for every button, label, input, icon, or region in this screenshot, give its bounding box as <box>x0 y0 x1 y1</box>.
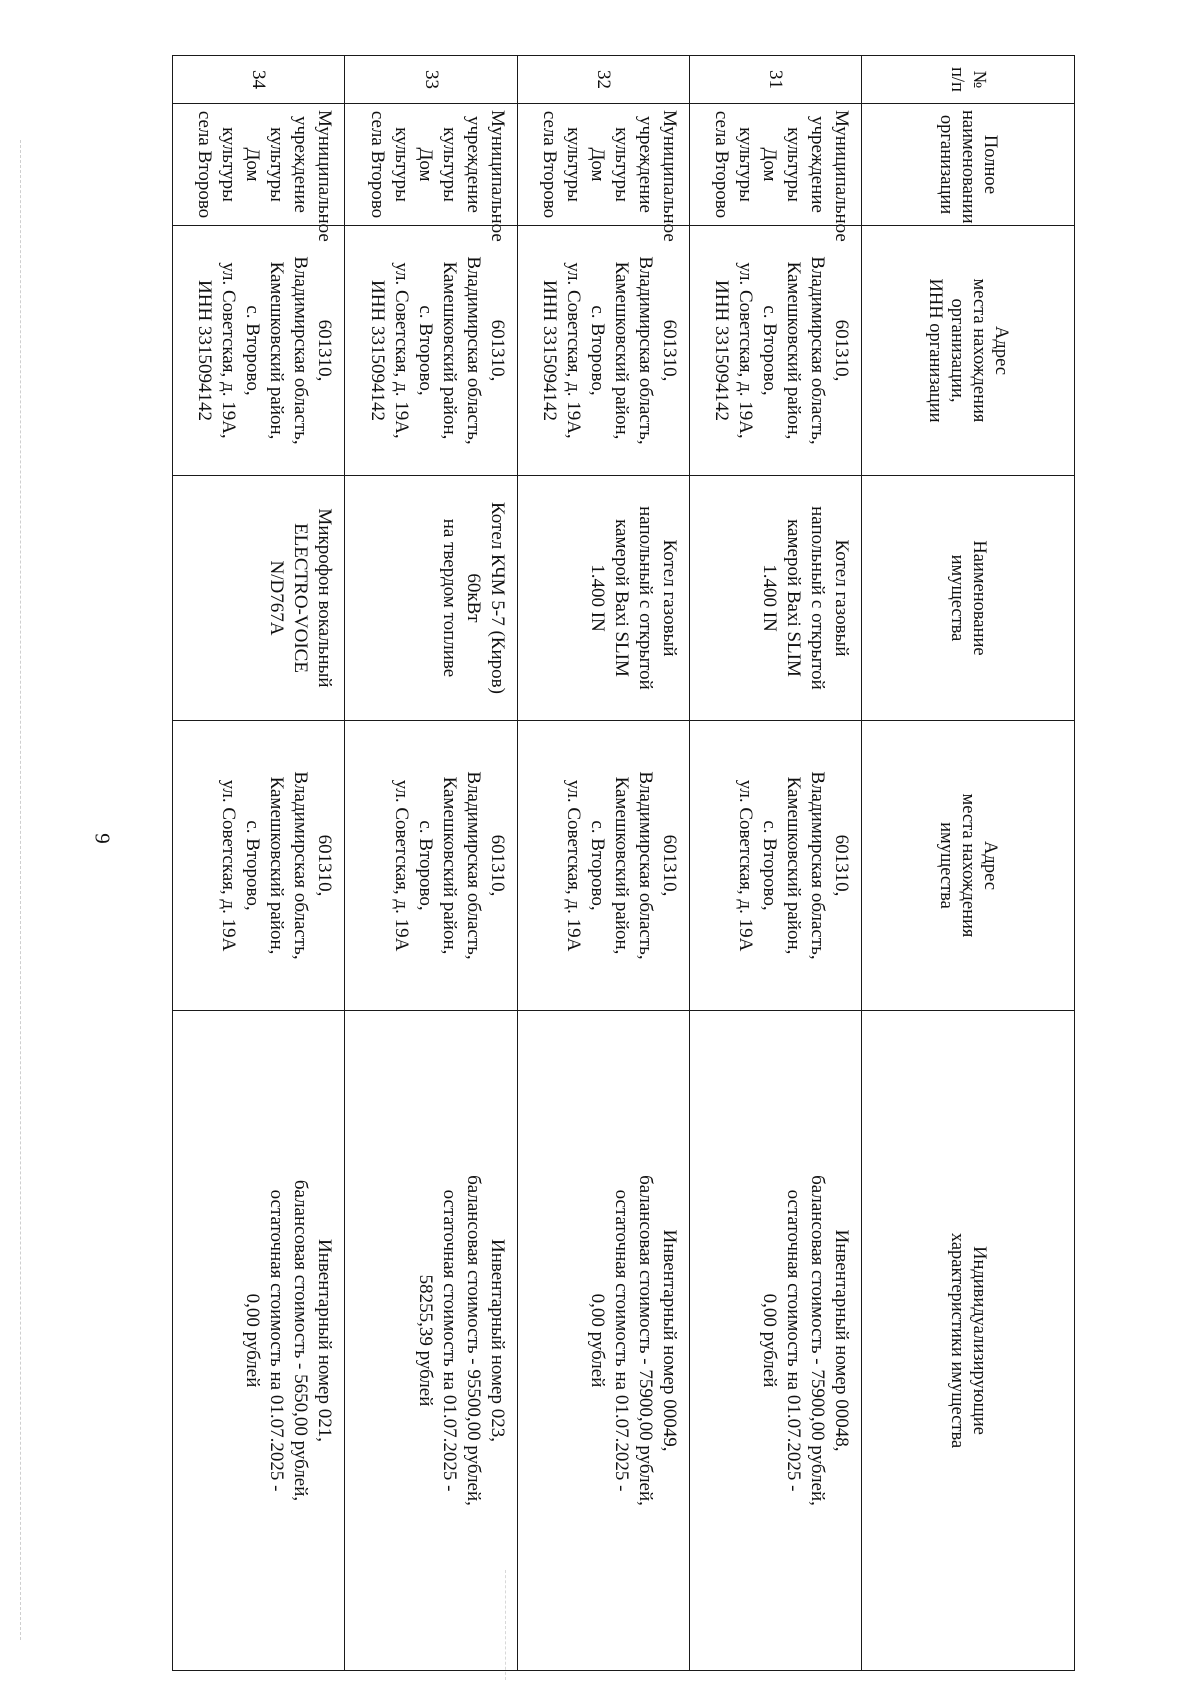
cell-org-address: 601310, Владимирская область, Камешковский район, с. Второво, ул. Советская, д. 19А, ИНН 3315094142 <box>173 226 345 476</box>
cell-no: 32 <box>518 56 690 104</box>
table-row <box>173 56 345 1671</box>
cell-property-address: 601310, Владимирская область, Камешковский район, с. Второво, ул. Советская, д. 19А <box>518 721 690 1011</box>
cell-org-name: Муниципальное учреждение культуры Дом культуры села Второво <box>173 104 345 226</box>
cell-property-name: Котел КЧМ 5-7 (Киров) 60кВт на твердом топливе <box>345 476 518 721</box>
cell-property-address: 601310, Владимирская область, Камешковский район, с. Второво, ул. Советская, д. 19А <box>173 721 345 1011</box>
cell-org-name: Муниципальное учреждение культуры Дом культуры села Второво <box>518 104 690 226</box>
cell-characteristics: Инвентарный номер 023, балансовая стоимость - 95500,00 рублей, остаточная стоимость на 01.07.2025 - 58255,39 рублей <box>345 1011 518 1671</box>
cell-org-address: 601310, Владимирская область, Камешковский район, с. Второво, ул. Советская, д. 19А, ИНН 3315094142 <box>518 226 690 476</box>
cell-org-name: Муниципальное учреждение культуры Дом культуры села Второво <box>690 104 862 226</box>
cell-org-name: Муниципальное учреждение культуры Дом культуры села Второво <box>345 104 518 226</box>
cell-no: 34 <box>173 56 345 104</box>
table-row <box>690 56 862 1671</box>
table-header-row <box>862 56 1075 1671</box>
header-property-name: Наименование имущества <box>862 476 1075 721</box>
scan-edge-line <box>20 140 21 1640</box>
header-property-address: Адрес места нахождения имущества <box>862 721 1075 1011</box>
cell-characteristics: Инвентарный номер 00048, балансовая стоимость - 75900,00 рублей, остаточная стоимость на 01.07.2025 - 0,00 рублей <box>690 1011 862 1671</box>
cell-property-address: 601310, Владимирская область, Камешковский район, с. Второво, ул. Советская, д. 19А <box>345 721 518 1011</box>
rotated-table-container <box>172 55 1075 1670</box>
cell-property-name: Котел газовый напольный с открытой камерой Baxi SLIM 1.400 IN <box>690 476 862 721</box>
table-row <box>345 56 518 1671</box>
cell-property-address: 601310, Владимирская область, Камешковский район, с. Второво, ул. Советская, д. 19А <box>690 721 862 1011</box>
page-number: 9 <box>90 833 115 844</box>
header-org-address: Адрес места нахождения организации, ИНН организации <box>862 226 1075 476</box>
cell-characteristics: Инвентарный номер 00049, балансовая стоимость - 75900,00 рублей, остаточная стоимость на 01.07.2025 - 0,00 рублей <box>518 1011 690 1671</box>
property-table <box>172 55 1075 1671</box>
header-no: № п/п <box>862 56 1075 104</box>
table-row <box>518 56 690 1671</box>
cell-org-address: 601310, Владимирская область, Камешковский район, с. Второво, ул. Советская, д. 19А, ИНН 3315094142 <box>345 226 518 476</box>
cell-no: 31 <box>690 56 862 104</box>
cell-property-name: Микрофон вокальный ELECTRO-VOICE N/D767A <box>173 476 345 721</box>
cell-characteristics: Инвентарный номер 021, балансовая стоимость - 5650,00 рублей, остаточная стоимость на 01.07.2025 - 0,00 рублей <box>173 1011 345 1671</box>
header-org-name: Полное наименовании организации <box>862 104 1075 226</box>
cell-property-name: Котел газовый напольный с открытой камерой Baxi SLIM 1.400 IN <box>518 476 690 721</box>
cell-no: 33 <box>345 56 518 104</box>
header-characteristics: Индивидуализирующие характеристики имущества <box>862 1011 1075 1671</box>
cell-org-address: 601310, Владимирская область, Камешковский район, с. Второво, ул. Советская, д. 19А, ИНН 3315094142 <box>690 226 862 476</box>
